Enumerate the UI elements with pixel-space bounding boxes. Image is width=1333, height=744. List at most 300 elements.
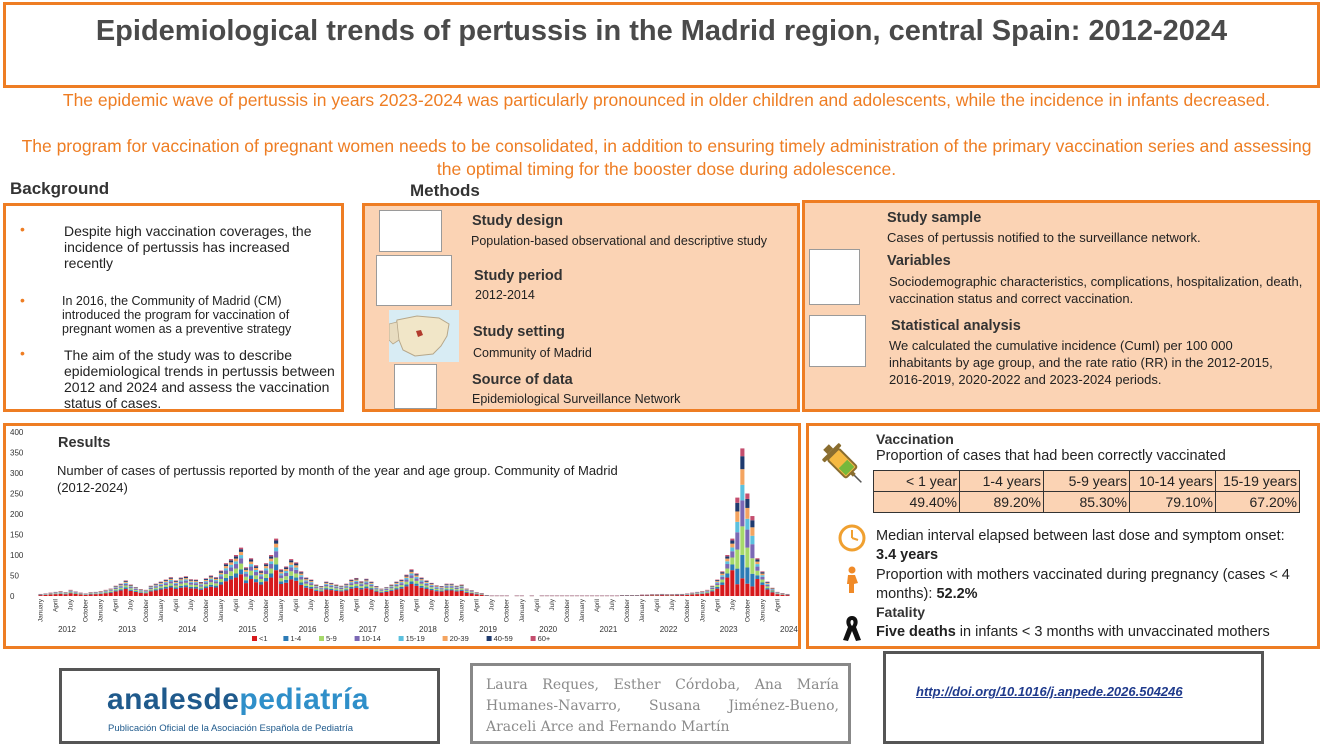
bar-segment <box>114 588 118 589</box>
table-row <box>874 471 1300 492</box>
bar-segment <box>239 549 243 552</box>
bar-segment <box>219 579 223 582</box>
bar-segment <box>64 594 68 596</box>
year-label: 2021 <box>599 625 618 634</box>
bar-segment <box>269 569 273 574</box>
bar-segment <box>184 585 188 587</box>
bar-segment <box>264 564 268 566</box>
bar-segment <box>204 579 208 580</box>
bar-segment <box>384 587 388 588</box>
background-box <box>3 203 344 412</box>
bar-segment <box>745 584 749 596</box>
bar-segment <box>354 586 358 588</box>
bar-segment <box>440 588 444 589</box>
bar-segment <box>269 555 273 556</box>
bar-segment <box>710 587 714 588</box>
bar-segment <box>740 448 744 456</box>
bar-segment <box>384 591 388 592</box>
legend-label: 40-59 <box>493 634 513 643</box>
bar-segment <box>284 567 288 569</box>
bar-segment <box>199 590 203 596</box>
bar-segment <box>765 586 769 588</box>
bar-segment <box>465 590 469 591</box>
x-tick-label: April <box>353 599 361 613</box>
x-tick-label: July <box>127 599 135 611</box>
bar-segment <box>254 579 258 582</box>
bar-segment <box>284 576 288 580</box>
bar-segment <box>755 579 759 596</box>
x-tick-label: January <box>338 599 346 623</box>
bar-segment <box>249 562 253 564</box>
bar-segment <box>755 567 759 571</box>
bar-segment <box>404 577 408 578</box>
x-tick-label: July <box>187 599 195 611</box>
bar-segment <box>229 579 233 596</box>
y-tick-label: 0 <box>10 592 15 601</box>
bar-segment <box>725 559 729 562</box>
bar-segment <box>750 520 754 527</box>
bar-segment <box>715 585 719 587</box>
bar-segment <box>159 582 163 583</box>
bar-segment <box>79 595 83 596</box>
bar-segment <box>419 586 423 588</box>
bar-segment <box>364 584 368 586</box>
bar-segment <box>284 580 288 583</box>
x-tick-label: January <box>699 599 707 623</box>
bar-segment <box>445 590 449 596</box>
bar-segment <box>94 593 98 594</box>
bar-segment <box>174 584 178 586</box>
bar-segment <box>349 582 353 583</box>
bar-segment <box>264 578 268 581</box>
bar-segment <box>149 589 153 590</box>
bar-segment <box>269 559 273 562</box>
bar-segment <box>114 587 118 588</box>
bar-segment <box>289 565 293 567</box>
bar-segment <box>134 592 138 596</box>
bar-segment <box>234 578 238 596</box>
bar-segment <box>429 584 433 585</box>
bar-segment <box>114 586 118 587</box>
bar-segment <box>700 594 704 596</box>
bar-segment <box>284 566 288 567</box>
bar-segment <box>154 584 158 585</box>
x-tick-label: October <box>263 599 271 623</box>
bar-segment <box>404 578 408 579</box>
y-tick-label: 350 <box>10 448 24 458</box>
bar-segment <box>344 585 348 586</box>
x-tick-label: January <box>639 599 647 623</box>
table-cell: 49.40% <box>874 492 960 513</box>
bar-segment <box>134 587 138 588</box>
mothers-text: Proportion with mothers vaccinated during pregnancy (cases < 4 months): 52.2% <box>876 567 1290 602</box>
journal-subtitle: Publicación Oficial de la Asociación Española de Pediatría <box>108 723 354 734</box>
bar-segment <box>735 511 739 521</box>
legend-swatch <box>283 636 288 641</box>
study-design-text: Population-based observational and descriptive study <box>471 234 768 248</box>
bar-segment <box>289 562 293 564</box>
bar-segment <box>129 591 133 596</box>
bar-segment <box>419 588 423 596</box>
bar-segment <box>770 590 774 591</box>
bar-segment <box>319 586 323 587</box>
bar-segment <box>124 582 128 583</box>
bar-segment <box>284 569 288 571</box>
bar-segment <box>224 564 228 566</box>
bar-segment <box>344 589 348 590</box>
bar-segment <box>169 588 173 596</box>
bar-segment <box>419 584 423 586</box>
bar-segment <box>149 586 153 587</box>
bar-segment <box>129 590 133 591</box>
bar-segment <box>324 588 328 589</box>
bar-segment <box>760 575 764 577</box>
bar-segment <box>159 583 163 584</box>
x-tick-label: January <box>458 599 466 623</box>
table-row <box>874 492 1300 513</box>
bar-segment <box>224 563 228 564</box>
bar-segment <box>244 580 248 583</box>
analysis-text: We calculated the cumulative incidence (CumI) per 100 000 inhabitants by age group, and the rate ratio (RR) in the 2012-2015, 2016-2019, 2020-2022 and 2023-2024 periods. <box>889 338 1273 387</box>
bar-segment <box>399 589 403 596</box>
bar-segment <box>179 578 183 579</box>
legend-swatch <box>443 636 448 641</box>
bar-segment <box>384 588 388 589</box>
bar-segment <box>154 585 158 586</box>
bar-segment <box>189 582 193 583</box>
bar-segment <box>174 587 178 589</box>
bar-segment <box>389 585 393 586</box>
bar-segment <box>174 586 178 588</box>
bar-segment <box>244 572 248 574</box>
y-tick-label: 400 <box>10 428 24 437</box>
bar-segment <box>244 570 248 572</box>
bar-segment <box>715 580 719 581</box>
bar-segment <box>124 580 128 581</box>
bar-segment <box>329 590 333 596</box>
bar-segment <box>174 580 178 581</box>
bar-segment <box>730 564 734 570</box>
bar-segment <box>339 587 343 588</box>
bar-segment <box>309 580 313 581</box>
bar-segment <box>435 586 439 587</box>
bar-segment <box>450 586 454 587</box>
bar-segment <box>294 565 298 567</box>
bar-segment <box>309 585 313 587</box>
bar-segment <box>99 592 103 593</box>
bar-segment <box>259 585 263 596</box>
bar-segment <box>209 582 213 584</box>
background-heading: Background <box>10 179 110 198</box>
bar-segment <box>720 582 724 584</box>
legend-label: <1 <box>259 634 268 643</box>
y-tick-label: 100 <box>10 551 24 560</box>
bar-segment <box>455 588 459 589</box>
bar-segment <box>414 581 418 584</box>
bar-segment <box>214 581 218 583</box>
bar-segment <box>394 584 398 585</box>
bar-segment <box>389 586 393 587</box>
bar-segment <box>440 592 444 596</box>
bar-segment <box>209 579 213 580</box>
bar-segment <box>745 499 749 508</box>
bar-segment <box>229 567 233 571</box>
bar-segment <box>179 586 183 588</box>
bar-segment <box>259 576 263 579</box>
bar-segment <box>204 578 208 579</box>
legend-label: 20-39 <box>449 634 469 643</box>
bar-segment <box>329 583 333 584</box>
x-tick-label: January <box>157 599 165 623</box>
bar-segment <box>399 587 403 589</box>
bar-segment <box>445 588 449 589</box>
bar-segment <box>219 571 223 572</box>
bar-segment <box>149 590 153 591</box>
bar-segment <box>760 585 764 596</box>
bar-segment <box>419 578 423 579</box>
bar-segment <box>219 582 223 585</box>
bar-segment <box>224 574 228 578</box>
bar-segment <box>354 582 358 584</box>
variables-text: Sociodemographic characteristics, complications, hospitalization, death, vaccination status and correct vaccination. <box>889 274 1303 306</box>
bar-segment <box>124 584 128 586</box>
bar-segment <box>144 592 148 593</box>
x-tick-label: April <box>533 599 541 613</box>
bar-segment <box>189 581 193 582</box>
bar-segment <box>735 522 739 532</box>
bar-segment <box>189 587 193 589</box>
bar-segment <box>239 555 243 558</box>
bar-segment <box>465 593 469 596</box>
bar-segment <box>309 589 313 596</box>
bar-segment <box>244 574 248 577</box>
bar-segment <box>199 588 203 589</box>
bar-segment <box>409 572 413 574</box>
bar-segment <box>324 583 328 584</box>
table-header-cell: < 1 year <box>874 471 960 492</box>
bar-segment <box>725 556 729 558</box>
bar-segment <box>289 559 293 560</box>
bar-segment <box>720 574 724 576</box>
bar-segment <box>279 584 283 596</box>
bar-segment <box>319 588 323 589</box>
bar-segment <box>314 586 318 587</box>
bar-segment <box>184 579 188 580</box>
bar-segment <box>119 588 123 589</box>
bar-segment <box>69 592 73 593</box>
bar-segment <box>214 580 218 581</box>
bar-segment <box>259 571 263 572</box>
background-item: • In 2016, the Community of Madrid (CM) introduced the program for vaccination of pregnant women as a preventive strategy <box>20 292 292 336</box>
bar-segment <box>465 591 469 592</box>
bar-segment <box>109 591 113 592</box>
bar-segment <box>414 578 418 580</box>
bar-segment <box>404 586 408 596</box>
bar-segment <box>424 582 428 583</box>
bar-segment <box>284 571 288 573</box>
bar-segment <box>475 594 479 596</box>
bar-segment <box>194 589 198 596</box>
bar-segment <box>274 564 278 570</box>
bar-segment <box>119 589 123 590</box>
x-tick-label: January <box>218 599 225 623</box>
bar-segment <box>289 579 293 596</box>
bar-segment <box>399 582 403 583</box>
bar-segment <box>750 527 754 535</box>
bar-segment <box>730 551 734 557</box>
x-tick-label: January <box>278 599 286 623</box>
bar-segment <box>104 593 108 596</box>
bar-segment <box>184 581 188 583</box>
bar-segment <box>695 594 699 596</box>
bar-segment <box>429 586 433 587</box>
bar-segment <box>134 589 138 590</box>
bar-segment <box>460 588 464 589</box>
bar-segment <box>470 593 474 594</box>
x-tick-label: July <box>488 599 496 611</box>
bar-segment <box>229 560 233 562</box>
table-header-cell: 10-14 years <box>1130 471 1216 492</box>
bar-segment <box>329 587 333 589</box>
background-item: • Despite high vaccination coverages, the incidence of pertussis has increased recently <box>20 221 312 271</box>
bar-segment <box>409 573 413 575</box>
bar-segment <box>249 575 253 579</box>
bar-segment <box>364 587 368 589</box>
bar-segment <box>274 558 278 565</box>
vaccination-table <box>873 470 1300 513</box>
study-design-heading: Study design <box>472 213 564 229</box>
bar-segment <box>279 578 283 581</box>
bar-segment <box>720 577 724 580</box>
table-cell: 89.20% <box>960 492 1044 513</box>
bar-segment <box>339 591 343 596</box>
bar-segment <box>440 591 444 592</box>
bar-segment <box>730 570 734 596</box>
bar-segment <box>164 585 168 587</box>
doi-link[interactable]: http://doi.org/10.1016/j.anpede.2026.504246 <box>916 684 1183 699</box>
bar-segment <box>725 555 729 556</box>
bar-segment <box>705 593 709 594</box>
bar-segment <box>104 591 108 592</box>
bar-segment <box>249 579 253 596</box>
bar-segment <box>685 595 689 596</box>
bar-segment <box>389 590 393 591</box>
bar-segment <box>204 586 208 588</box>
bar-segment <box>450 586 454 587</box>
bar-segment <box>294 562 298 563</box>
bullet-icon: • <box>20 221 25 237</box>
bar-segment <box>424 586 428 588</box>
bar-segment <box>775 593 779 594</box>
bar-segment <box>254 572 258 575</box>
bar-segment <box>284 573 288 576</box>
bar-segment <box>359 589 363 596</box>
bar-segment <box>730 539 734 541</box>
bar-segment <box>354 588 358 596</box>
year-label: 2020 <box>539 625 558 634</box>
bar-segment <box>139 591 143 592</box>
table-cell: 85.30% <box>1044 492 1130 513</box>
x-tick-label: July <box>368 599 376 611</box>
bar-segment <box>279 581 283 584</box>
x-tick-label: October <box>443 599 451 623</box>
bar-segment <box>314 590 318 591</box>
bar-segment <box>710 587 714 588</box>
legend-swatch <box>355 636 360 641</box>
bar-segment <box>399 580 403 581</box>
bar-segment <box>149 591 153 596</box>
bar-segment <box>369 586 373 588</box>
bar-segment <box>169 578 173 579</box>
bar-segment <box>440 586 444 587</box>
bar-segment <box>424 583 428 584</box>
year-label: 2017 <box>358 625 377 634</box>
bar-segment <box>294 568 298 570</box>
bar-segment <box>730 540 734 543</box>
bar-segment <box>259 571 263 572</box>
bar-segment <box>194 583 198 585</box>
bar-segment <box>124 587 128 589</box>
background-item: • The aim of the study was to describe epidemiological trends in pertussis between 2012 and 2024 and assess the vaccination status of cases. <box>20 345 335 411</box>
bar-segment <box>174 589 178 596</box>
study-period-image <box>376 255 452 306</box>
bar-segment <box>404 584 408 586</box>
bar-segment <box>404 575 408 576</box>
bar-segment <box>229 562 233 564</box>
bar-segment <box>374 592 378 596</box>
bar-segment <box>765 585 769 587</box>
bar-segment <box>409 569 413 570</box>
bar-segment <box>129 585 133 586</box>
bar-segment <box>189 583 193 585</box>
bar-segment <box>735 532 739 549</box>
bar-segment <box>720 571 724 572</box>
bar-segment <box>414 584 418 586</box>
x-tick-label: October <box>323 599 331 623</box>
bar-segment <box>445 584 449 585</box>
bar-segment <box>114 590 118 591</box>
bar-segment <box>710 590 714 591</box>
bar-segment <box>755 571 759 576</box>
bar-segment <box>309 583 313 585</box>
bar-segment <box>184 577 188 578</box>
x-tick-label: October <box>202 599 210 623</box>
bar-segment <box>364 581 368 582</box>
bar-segment <box>435 586 439 587</box>
bar-segment <box>349 580 353 581</box>
bar-segment <box>74 593 78 594</box>
bar-segment <box>755 558 759 559</box>
bar-segment <box>149 587 153 588</box>
bar-segment <box>304 580 308 581</box>
bar-segment <box>179 588 183 596</box>
bar-segment <box>455 590 459 591</box>
bar-segment <box>229 559 233 560</box>
x-tick-label: April <box>172 599 180 613</box>
year-label: 2015 <box>238 625 257 634</box>
bar-segment <box>309 580 313 581</box>
bar-segment <box>124 586 128 588</box>
legend-swatch <box>487 636 492 641</box>
bar-segment <box>259 574 263 576</box>
bar-segment <box>720 575 724 577</box>
bar-segment <box>234 555 238 556</box>
bar-segment <box>424 581 428 582</box>
bar-segment <box>314 591 318 596</box>
authors-box <box>470 663 851 744</box>
fatality-text: Five deaths in infants < 3 months with unvaccinated mothers <box>876 624 1270 640</box>
results-heading: Results <box>58 435 111 451</box>
